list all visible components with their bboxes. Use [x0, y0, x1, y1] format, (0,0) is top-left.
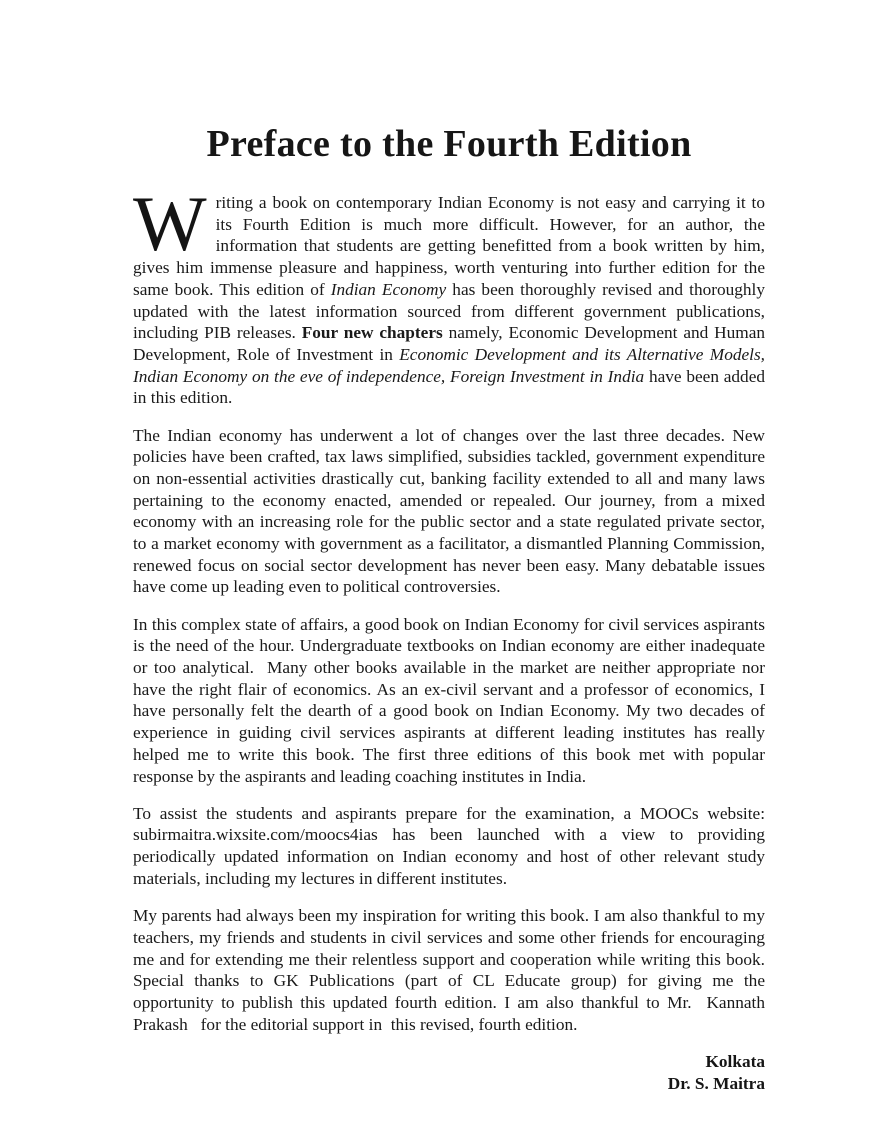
- paragraph-1: [133, 180, 766, 409]
- text-segment: riting a book on contemporary Indian Economy is not easy and carrying it to its Fourth Edition is much more difficult. However, for an author, the information that students are getting benefitted from a book written by him, gives him immense pleasure and happiness, worth venturing into further edition for the same book. This edition of: [133, 193, 765, 299]
- paragraph-3: [133, 614, 765, 788]
- signoff-place: Kolkata: [705, 1052, 765, 1072]
- preface-body: [133, 180, 766, 1035]
- text-segment: To assist the students and aspirants prepare for the examination, a MOOCs website: subirmaitra.wixsite.com/moocs4ias has been launched with a view to providing periodically updated information on Indian economy and host of other relevant study materials, including my lectures in different institutes.: [133, 803, 765, 888]
- signoff-author: Dr. S. Maitra: [667, 1074, 765, 1094]
- text-segment: The Indian economy has underwent a lot of changes over the last three decades. New policies have been crafted, tax laws simplified, subsidies tackled, government expenditure on non-essential activities drastically cut, banking facility extended to all and many laws pertaining to the economy enacted, amended or repealed. Our journey, from a mixed economy with an increasing role for the public sector and a state regulated private sector, to a market economy with government as a facilitator, a dismantled Planning Commission, renewed focus on social sector development has never been easy. Many debatable issues have come up leading even to political controversies.: [133, 425, 765, 597]
- text-segment: Indian Economy: [330, 279, 447, 299]
- paragraph-5: [133, 905, 765, 1035]
- drop-cap: W: [133, 180, 207, 267]
- paragraph-4: [133, 803, 765, 890]
- text-segment: Economic Development and its Alternative Models, Indian Economy on the eve of independence, Foreign Investment in India: [133, 344, 765, 386]
- page-title: Preface to the Fourth Edition: [206, 123, 692, 165]
- text-segment: In this complex state of affairs, a good book on Indian Economy for civil services aspirants is the need of the hour. Undergraduate textbooks on Indian economy are either inadequate or too analytical. Many other books available in the market are neither appropriate nor have the right flair of economics. As an ex-civil servant and a professor of economics, I have personally felt the dearth of a good book on Indian Economy. My two decades of experience in guiding civil services aspirants at different leading institutes has really helped me to write this book. The first three editions of this book met with popular response by the aspirants and leading coaching institutes in India.: [133, 614, 765, 786]
- text-segment: My parents had always been my inspiration for writing this book. I am also thankful to my teachers, my friends and students in civil services and some other friends for encouraging me and for extending me their relentless support and cooperation while writing this book. Special thanks to GK Publications (part of CL Educate group) for giving me the opportunity to publish this updated fourth edition. I am also thankful to Mr. Kannath Prakash for the editorial support in this revised, fourth edition.: [133, 906, 765, 1034]
- text-segment: has been thoroughly revised and thoroughly updated with the latest information sourced from different government publications, including PIB releases.: [133, 279, 765, 343]
- text-column: [133, 0, 765, 1095]
- text-segment: Four new chapters: [301, 323, 443, 343]
- text-segment: namely, Economic Development and Human Development, Role of Investment in: [133, 323, 766, 364]
- paragraph-2: [133, 425, 765, 599]
- signoff: [133, 1051, 765, 1094]
- text-segment: have been added in this edition.: [133, 366, 766, 408]
